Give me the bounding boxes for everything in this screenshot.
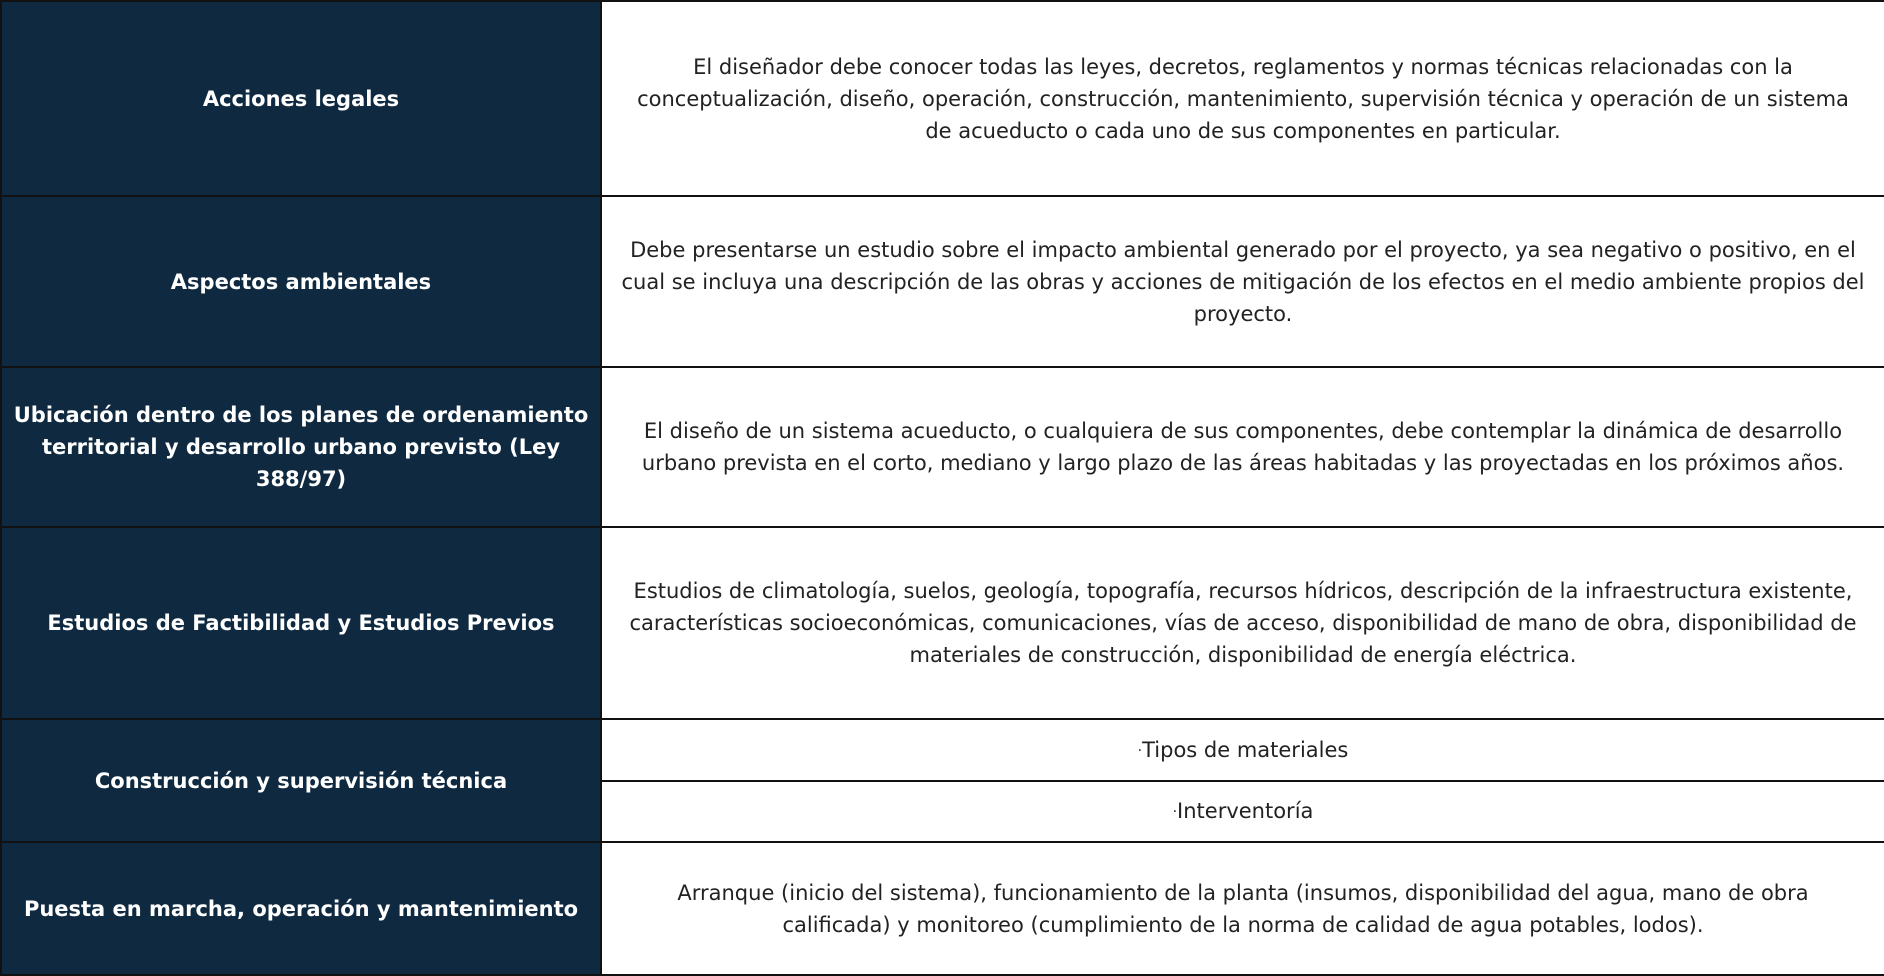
row-description-acciones-legales: El diseñador debe conocer todas las leyes, decretos, reglamentos y normas técnicas relacionadas con la conceptualización, diseño, operación, construcción, mantenimiento, supervisión técnica y operación de un sistema de acueducto o cada uno de sus componentes en particular. [601, 1, 1884, 196]
row-label-aspectos-ambientales: Aspectos ambientales [1, 196, 601, 367]
list-item-label: Tipos de materiales [1142, 737, 1349, 762]
table-row [1, 1, 1884, 196]
list-item-label: Interventoría [1177, 799, 1314, 823]
table-row [1, 196, 1884, 367]
bullet-icon: · [1172, 804, 1178, 820]
table-row [1, 842, 1884, 975]
row-label-puesta-en-marcha: Puesta en marcha, operación y mantenimiento [1, 842, 601, 975]
row-label-acciones-legales: Acciones legales [1, 1, 601, 196]
bullet-icon: · [1137, 742, 1143, 759]
table-row [1, 719, 1884, 781]
row-description-ubicacion-planes: El diseño de un sistema acueducto, o cualquiera de sus componentes, debe contemplar la dinámica de desarrollo urbano prevista en el corto, mediano y largo plazo de las áreas habitadas y las proyectadas en los próximos años. [601, 367, 1884, 527]
row-description-estudios-factibilidad: Estudios de climatología, suelos, geología, topografía, recursos hídricos, descripción de la infraestructura existente, características socioeconómicas, comunicaciones, vías de acceso, disponibilidad de mano de obra, disponibilidad de materiales de construcción, disponibilidad de energía eléctrica. [601, 527, 1884, 719]
table-row [1, 367, 1884, 527]
table-row [1, 527, 1884, 719]
row-description-puesta-en-marcha: Arranque (inicio del sistema), funcionamiento de la planta (insumos, disponibilidad del agua, mano de obra calificada) y monitoreo (cumplimiento de la norma de calidad de agua potables, lodos). [601, 842, 1884, 975]
row-label-estudios-factibilidad: Estudios de Factibilidad y Estudios Previos [1, 527, 601, 719]
list-item-tipos-materiales [601, 719, 1884, 781]
row-label-construccion-supervision: Construcción y supervisión técnica [1, 719, 601, 842]
row-description-aspectos-ambientales: Debe presentarse un estudio sobre el impacto ambiental generado por el proyecto, ya sea negativo o positivo, en el cual se incluya una descripción de las obras y acciones de mitigación de los efectos en el medio ambiente propios del proyecto. [601, 196, 1884, 367]
list-item-interventoria [601, 781, 1884, 842]
row-label-ubicacion-planes: Ubicación dentro de los planes de ordenamiento territorial y desarrollo urbano previsto (Ley 388/97) [1, 367, 601, 527]
